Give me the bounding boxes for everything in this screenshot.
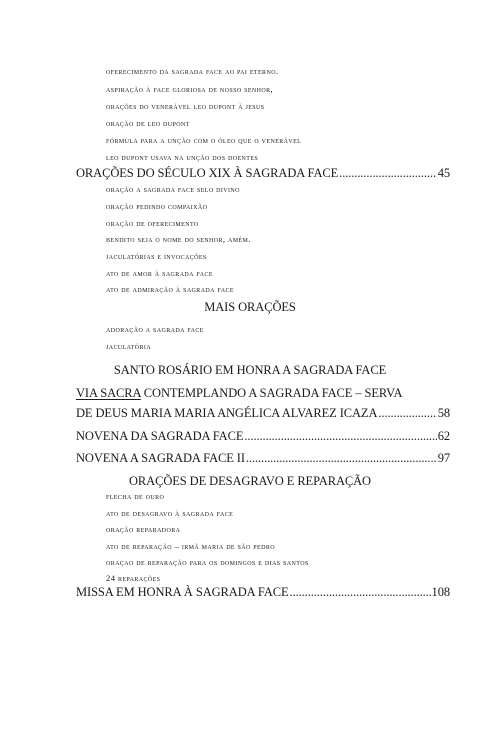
toc-subitem: bendito seja o nome do senhor, amém.	[106, 234, 251, 244]
toc-entry-title: CONTEMPLANDO A SAGRADA FACE – SERVA	[140, 386, 403, 400]
toc-subitem: ato de admiração à sagrada face	[106, 284, 234, 294]
toc-entry-title: DE DEUS MARIA MARIA ANGÉLICA ALVAREZ ICAZA	[76, 406, 378, 420]
toc-subitem: oração de leo dupont	[106, 118, 190, 128]
toc-leader-dots	[244, 429, 436, 444]
toc-entry-title-underlined: VIA SACRA	[76, 386, 141, 400]
toc-subitem: oração pedindo compaixão	[106, 201, 208, 211]
toc-entry-title: ORAÇÕES DO SÉCULO XIX À SAGRADA FACE	[76, 166, 339, 180]
toc-page-number: 58	[437, 406, 450, 420]
toc-subitem: jaculatórias e invocações	[106, 251, 207, 261]
toc-entry-via-sacra-line2[interactable]	[76, 406, 450, 421]
toc-entry-novena-da-sagrada-face[interactable]	[76, 429, 450, 444]
toc-leader-dots	[339, 166, 437, 181]
toc-page-number: 108	[431, 585, 450, 599]
toc-leader-dots	[246, 451, 437, 466]
toc-subitem: flecha de ouro	[106, 491, 165, 501]
toc-subitem: orações do venerável leo dupont à jesus	[106, 101, 265, 111]
toc-subitem: 24 reparações	[106, 573, 161, 583]
toc-subitem: jaculatória	[106, 341, 152, 351]
toc-leader-dots	[378, 406, 436, 421]
toc-entry-novena-ii[interactable]	[76, 451, 450, 466]
toc-entry-title: NOVENA A SAGRADA FACE II	[76, 451, 245, 465]
toc-heading-mais-oracoes[interactable]: MAIS ORAÇÕES	[204, 300, 296, 314]
toc-subitem: oração reparadora	[106, 524, 181, 534]
toc-entry-oracoes-seculo-xix[interactable]	[76, 166, 450, 181]
toc-subitem: oraçao de reparação para os domingos e dias santos	[106, 557, 309, 567]
toc-subitem: aspiração à face gloriosa de nosso senhor,	[106, 84, 274, 94]
toc-page-number: 97	[437, 451, 450, 465]
toc-subitem: adoração a sagrada face	[106, 324, 204, 334]
toc-entry-title: NOVENA DA SAGRADA FACE	[76, 429, 244, 443]
toc-subitem: ato de amor à sagrada face	[106, 268, 213, 278]
toc-subitem: oração a sagrada face selo divino	[106, 184, 240, 194]
toc-subitem: ato de desagravo à sagrada face	[106, 508, 234, 518]
toc-entry-title: MISSA EM HONRA À SAGRADA FACE	[76, 585, 289, 599]
toc-subitem: oração de oferecimento	[106, 218, 199, 228]
toc-heading-desagravo[interactable]: ORAÇÕES DE DESAGRAVO E REPARAÇÃO	[129, 474, 371, 488]
toc-page-number: 62	[437, 429, 450, 443]
toc-heading-santo-rosario[interactable]: SANTO ROSÁRIO EM HONRA A SAGRADA FACE	[113, 363, 387, 377]
toc-subitem: fórmula para a unção com o óleo que o venerável	[106, 135, 302, 145]
toc-page-number: 45	[437, 166, 450, 180]
toc-subitem: oferecimento da sagrada face ao pai eterno.	[106, 66, 279, 76]
toc-leader-dots	[290, 585, 431, 600]
toc-entry-missa[interactable]	[76, 585, 450, 600]
toc-entry-via-sacra[interactable]	[76, 386, 402, 401]
toc-subitem: leo dupont usava na unção dos doentes	[106, 152, 259, 162]
toc-subitem: ato de reparação – irmã maria de são pedro	[106, 541, 275, 551]
